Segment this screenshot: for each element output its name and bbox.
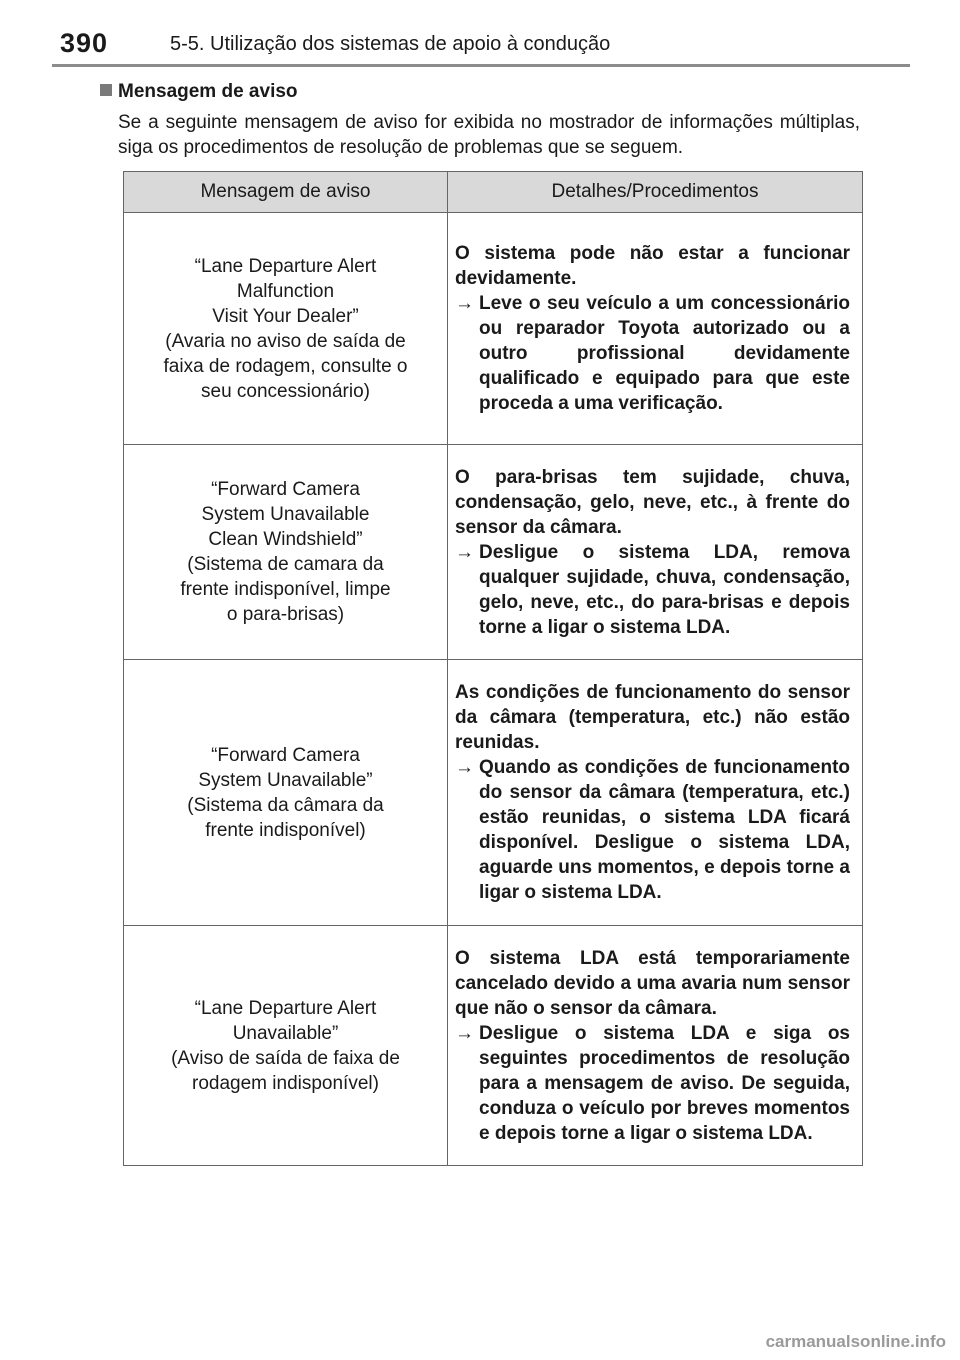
- procedure-step: [455, 1021, 850, 1146]
- column-header-details: Detalhes/Procedimentos: [448, 172, 863, 213]
- message-line: rodagem indisponível): [192, 1072, 379, 1094]
- arrow-right-icon: →: [455, 1022, 474, 1044]
- message-line: (Sistema da câmara da: [187, 794, 384, 816]
- cause-text: O para-brisas tem sujidade, chuva, condensação, gelo, neve, etc., à frente do sensor da câmara.: [455, 466, 850, 538]
- procedure-step: [455, 755, 850, 905]
- procedure-text: Desligue o sistema LDA, remova qualquer sujidade, chuva, condensação, gelo, neve, etc., do para-brisas e depois torne a ligar o sistema LDA.: [479, 541, 850, 638]
- chapter-title: 5-5. Utilização dos sistemas de apoio à condução: [170, 33, 611, 55]
- procedure-step: [455, 540, 850, 640]
- square-bullet-icon: [100, 84, 112, 96]
- message-line: “Lane Departure Alert: [194, 255, 377, 277]
- message-line: Malfunction: [236, 280, 335, 302]
- procedure-step: [455, 291, 850, 416]
- message-line: “Lane Departure Alert: [194, 997, 377, 1019]
- message-line: (Avaria no aviso de saída de: [165, 330, 406, 352]
- procedure-text: Quando as condições de funcionamento do sensor da câmara (temperatura, etc.) estão reunidas, o sistema LDA ficará disponível. Desligue o sistema LDA, aguarde uns momentos, e depois torne a ligar o sistema LDA.: [479, 757, 850, 903]
- message-line: System Unavailable: [201, 504, 370, 525]
- details-cell: [448, 926, 863, 1166]
- warning-message-cell: [124, 213, 448, 445]
- arrow-right-icon: →: [455, 293, 474, 314]
- details-cell: [448, 213, 863, 445]
- table-row: [124, 660, 863, 926]
- message-line: faixa de rodagem, consulte o: [163, 355, 408, 377]
- header-divider: [52, 64, 910, 67]
- page-header: [60, 22, 900, 62]
- message-line: Clean Windshield”: [208, 529, 363, 550]
- section-intro: Se a seguinte mensagem de aviso for exibida no mostrador de informações múltiplas, siga os procedimentos de resolução de problemas que se seguem.: [118, 112, 860, 158]
- procedure-text: Desligue o sistema LDA e siga os seguintes procedimentos de resolução para a mensagem de aviso. De seguida, conduza o veículo por breves momentos e depois torne a ligar o sistema LDA.: [479, 1022, 850, 1144]
- message-line: “Forward Camera: [211, 479, 360, 500]
- message-line: o para-brisas): [226, 604, 345, 625]
- message-line: Unavailable”: [232, 1022, 339, 1044]
- table-row: [124, 926, 863, 1166]
- message-line: frente indisponível): [205, 819, 366, 841]
- message-line: Visit Your Dealer”: [212, 305, 359, 327]
- cause-text: As condições de funcionamento do sensor da câmara (temperatura, etc.) não estão reunidas.: [455, 682, 850, 753]
- message-line: seu concessionário): [201, 380, 370, 402]
- watermark: carmanualsonline.info: [765, 1332, 946, 1351]
- message-line: (Aviso de saída de faixa de: [171, 1047, 400, 1069]
- details-cell: [448, 445, 863, 660]
- message-line: frente indisponível, limpe: [180, 579, 391, 600]
- arrow-right-icon: →: [455, 757, 474, 778]
- section-title-text: Mensagem de aviso: [118, 81, 298, 102]
- section-title: [100, 80, 860, 104]
- arrow-right-icon: →: [455, 541, 474, 563]
- table-row: [124, 445, 863, 660]
- warning-message-cell: [124, 660, 448, 926]
- cause-text: O sistema pode não estar a funcionar devidamente.: [455, 243, 850, 289]
- message-line: System Unavailable”: [198, 769, 373, 791]
- message-line: “Forward Camera: [211, 744, 360, 766]
- cause-text: O sistema LDA está temporariamente cancelado devido a uma avaria num sensor que não o sensor da câmara.: [455, 947, 850, 1019]
- warning-message-table: [123, 171, 863, 1166]
- warning-message-cell: [124, 926, 448, 1166]
- message-line: (Sistema de camara da: [187, 554, 384, 575]
- procedure-text: Leve o seu veículo a um concessionário ou reparador Toyota autorizado ou a outro profissional devidamente qualificado e equipado para que este proceda a uma verificação.: [479, 293, 850, 414]
- table-header-row: [124, 172, 863, 213]
- warning-message-section: [100, 80, 860, 160]
- details-cell: [448, 660, 863, 926]
- table-row: [124, 213, 863, 445]
- page-number: 390: [60, 28, 109, 58]
- column-header-message: Mensagem de aviso: [124, 172, 448, 213]
- warning-message-cell: [124, 445, 448, 660]
